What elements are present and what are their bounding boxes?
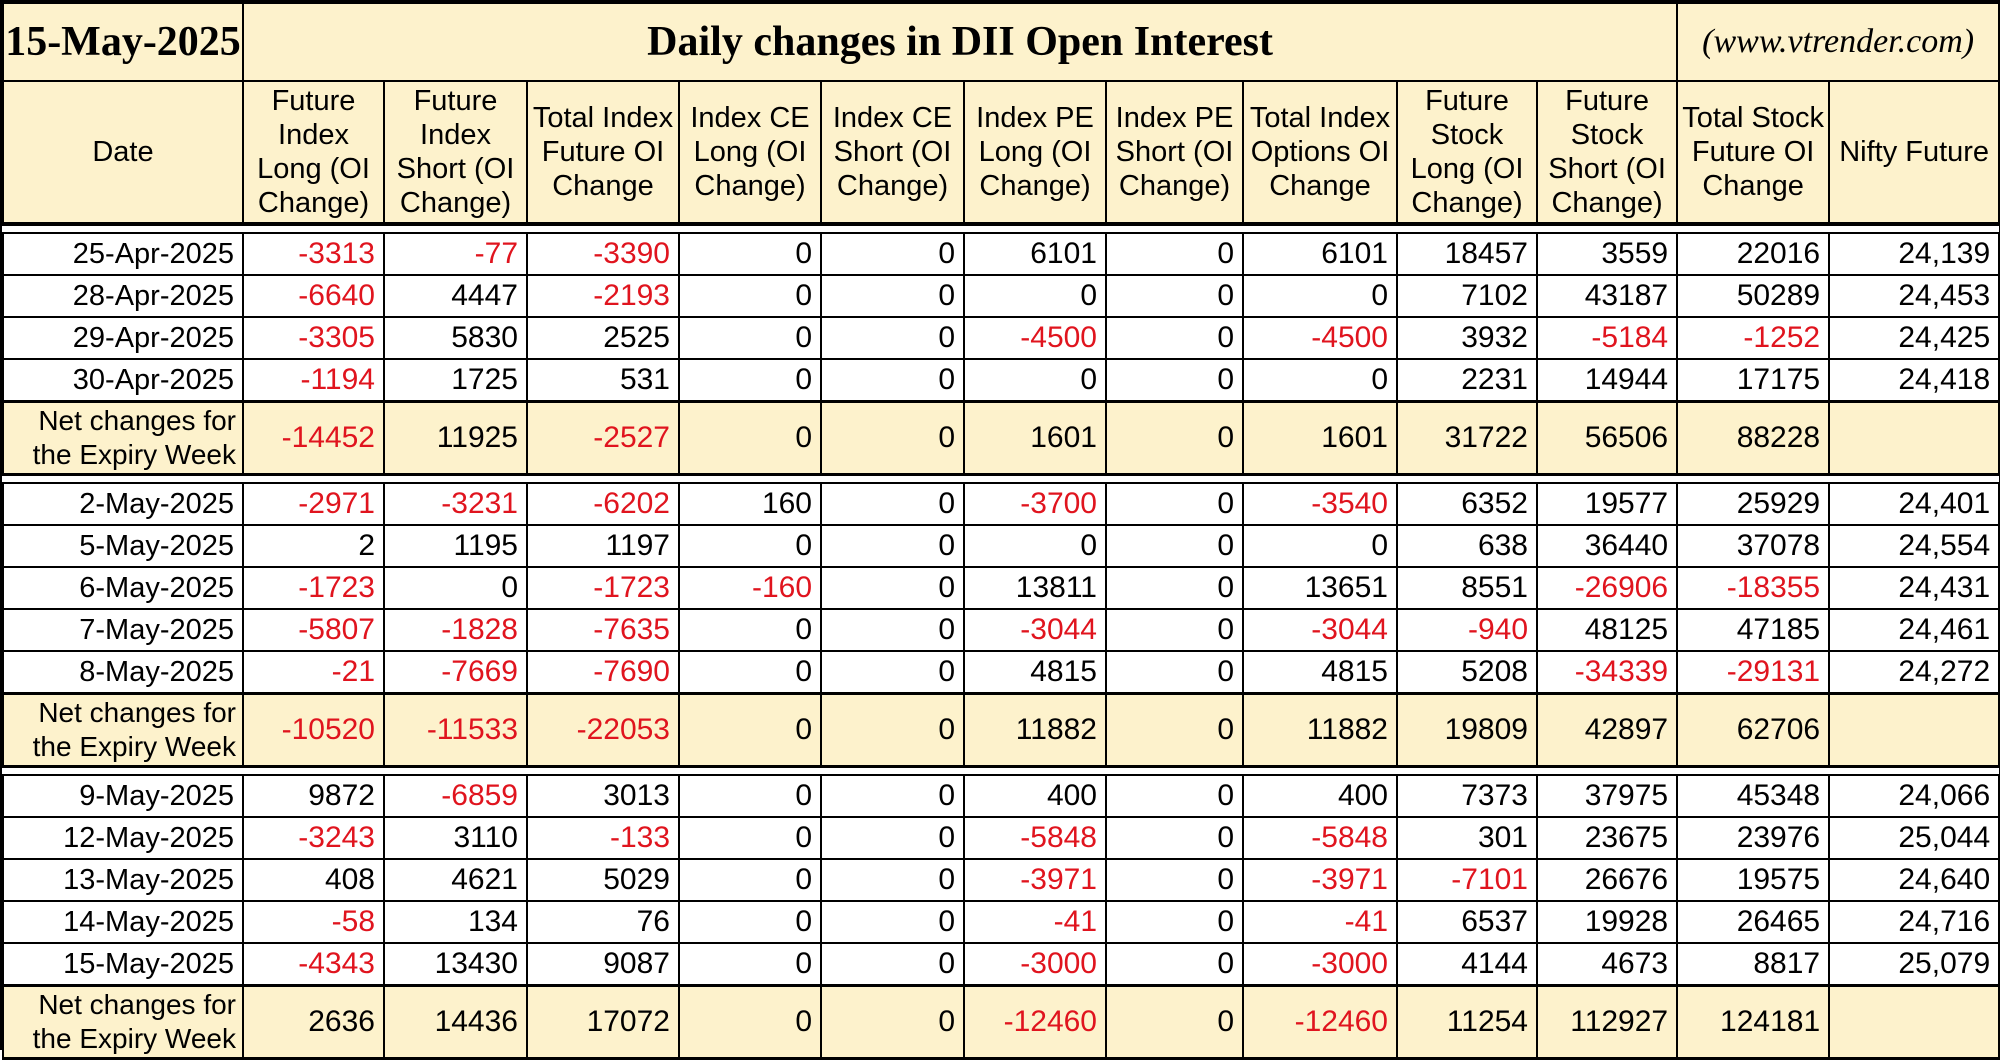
value-cell: 37975 (1537, 775, 1677, 817)
value-cell: 0 (1106, 233, 1243, 275)
value-cell: 19575 (1677, 859, 1829, 901)
date-cell: 15-May-2025 (3, 943, 243, 986)
table-row (3, 317, 1999, 359)
value-cell: 3932 (1397, 317, 1537, 359)
net-value-cell: 0 (679, 402, 821, 475)
value-cell: -21 (243, 651, 384, 694)
table-row (3, 651, 1999, 694)
value-cell: 0 (821, 359, 964, 402)
value-cell: 0 (1106, 943, 1243, 986)
value-cell: 19577 (1537, 483, 1677, 525)
value-cell: 26676 (1537, 859, 1677, 901)
value-cell: 1195 (384, 525, 527, 567)
value-cell: 0 (964, 525, 1106, 567)
table-row (3, 817, 1999, 859)
value-cell: 134 (384, 901, 527, 943)
net-value-cell: 0 (821, 694, 964, 767)
separator-cell (3, 767, 1999, 776)
value-cell: -3231 (384, 483, 527, 525)
column-header: Index PE Long (OI Change) (964, 81, 1106, 224)
net-value-cell: 11254 (1397, 986, 1537, 1059)
value-cell: -133 (527, 817, 679, 859)
date-cell: 6-May-2025 (3, 567, 243, 609)
net-value-cell: -10520 (243, 694, 384, 767)
value-cell: -7635 (527, 609, 679, 651)
value-cell: 6537 (1397, 901, 1537, 943)
value-cell: -58 (243, 901, 384, 943)
value-cell: 3110 (384, 817, 527, 859)
value-cell: -3971 (1243, 859, 1397, 901)
date-cell: 5-May-2025 (3, 525, 243, 567)
column-header: Date (3, 81, 243, 224)
net-value-cell: 11882 (1243, 694, 1397, 767)
net-value-cell: 56506 (1537, 402, 1677, 475)
nifty-cell: 25,079 (1829, 943, 1999, 986)
value-cell: 6352 (1397, 483, 1537, 525)
value-cell: 18457 (1397, 233, 1537, 275)
value-cell: 47185 (1677, 609, 1829, 651)
date-cell: 7-May-2025 (3, 609, 243, 651)
value-cell: 408 (243, 859, 384, 901)
value-cell: -77 (384, 233, 527, 275)
column-header: Future Index Long (OI Change) (243, 81, 384, 224)
value-cell: 23675 (1537, 817, 1677, 859)
net-value-cell: 19809 (1397, 694, 1537, 767)
value-cell: -5807 (243, 609, 384, 651)
column-header: Future Index Short (OI Change) (384, 81, 527, 224)
net-value-cell: 0 (1106, 402, 1243, 475)
value-cell: 0 (679, 775, 821, 817)
value-cell: 0 (821, 609, 964, 651)
value-cell: -2193 (527, 275, 679, 317)
report-date: 15-May-2025 (3, 3, 243, 81)
value-cell: 0 (964, 275, 1106, 317)
table-row (3, 943, 1999, 986)
net-value-cell: 1601 (1243, 402, 1397, 475)
value-cell: -5848 (964, 817, 1106, 859)
value-cell: 301 (1397, 817, 1537, 859)
net-value-cell: 11882 (964, 694, 1106, 767)
value-cell: -3044 (1243, 609, 1397, 651)
net-label-line1: Net changes for (38, 989, 236, 1020)
value-cell: 8551 (1397, 567, 1537, 609)
net-value-cell: 2636 (243, 986, 384, 1059)
value-cell: 0 (1106, 817, 1243, 859)
column-header: Total Stock Future OI Change (1677, 81, 1829, 224)
value-cell: 3013 (527, 775, 679, 817)
value-cell: -6202 (527, 483, 679, 525)
value-cell: 400 (964, 775, 1106, 817)
value-cell: 6101 (1243, 233, 1397, 275)
value-cell: 0 (1106, 609, 1243, 651)
net-label-line2: the Expiry Week (32, 1023, 236, 1054)
value-cell: -5848 (1243, 817, 1397, 859)
nifty-cell: 24,431 (1829, 567, 1999, 609)
value-cell: 400 (1243, 775, 1397, 817)
value-cell: 19928 (1537, 901, 1677, 943)
value-cell: 0 (1106, 317, 1243, 359)
net-value-cell: -11533 (384, 694, 527, 767)
column-header: Total Index Future OI Change (527, 81, 679, 224)
nifty-cell: 24,453 (1829, 275, 1999, 317)
date-cell: 29-Apr-2025 (3, 317, 243, 359)
date-cell: 2-May-2025 (3, 483, 243, 525)
net-value-cell: 124181 (1677, 986, 1829, 1059)
value-cell: -3000 (964, 943, 1106, 986)
value-cell: -940 (1397, 609, 1537, 651)
value-cell: 5830 (384, 317, 527, 359)
net-value-cell: 0 (1106, 694, 1243, 767)
value-cell: 0 (1243, 525, 1397, 567)
net-label-line1: Net changes for (38, 697, 236, 728)
net-value-cell: -14452 (243, 402, 384, 475)
website-credit: (www.vtrender.com) (1677, 3, 1999, 81)
value-cell: -3390 (527, 233, 679, 275)
value-cell: 5208 (1397, 651, 1537, 694)
nifty-cell: 25,044 (1829, 817, 1999, 859)
net-changes-label (3, 986, 243, 1059)
value-cell: 17175 (1677, 359, 1829, 402)
nifty-cell: 24,066 (1829, 775, 1999, 817)
value-cell: -3243 (243, 817, 384, 859)
net-value-cell: 42897 (1537, 694, 1677, 767)
value-cell: 4144 (1397, 943, 1537, 986)
table-row (3, 901, 1999, 943)
value-cell: 0 (964, 359, 1106, 402)
table-row (3, 525, 1999, 567)
value-cell: -7690 (527, 651, 679, 694)
net-value-cell: -12460 (964, 986, 1106, 1059)
value-cell: -7101 (1397, 859, 1537, 901)
date-cell: 30-Apr-2025 (3, 359, 243, 402)
value-cell: 0 (679, 943, 821, 986)
value-cell: 0 (821, 233, 964, 275)
value-cell: -3305 (243, 317, 384, 359)
group-separator (3, 767, 1999, 776)
value-cell: 0 (821, 275, 964, 317)
net-value-cell: 14436 (384, 986, 527, 1059)
value-cell: -5184 (1537, 317, 1677, 359)
group-separator (3, 475, 1999, 484)
value-cell: 0 (679, 317, 821, 359)
table-row (3, 859, 1999, 901)
table-row (3, 775, 1999, 817)
table-row (3, 567, 1999, 609)
value-cell: 0 (1106, 525, 1243, 567)
value-cell: 1725 (384, 359, 527, 402)
value-cell: 0 (1243, 359, 1397, 402)
net-value-cell: 0 (679, 694, 821, 767)
value-cell: 2 (243, 525, 384, 567)
net-value-cell: 0 (821, 986, 964, 1059)
column-header: Index PE Short (OI Change) (1106, 81, 1243, 224)
value-cell: 0 (679, 275, 821, 317)
net-value-cell: -22053 (527, 694, 679, 767)
value-cell: 0 (1243, 275, 1397, 317)
value-cell: -41 (1243, 901, 1397, 943)
value-cell: 0 (679, 817, 821, 859)
date-cell: 25-Apr-2025 (3, 233, 243, 275)
net-label-line2: the Expiry Week (32, 731, 236, 762)
table-row (3, 275, 1999, 317)
value-cell: 0 (679, 233, 821, 275)
value-cell: -3540 (1243, 483, 1397, 525)
nifty-cell: 24,554 (1829, 525, 1999, 567)
nifty-cell: 24,272 (1829, 651, 1999, 694)
value-cell: 531 (527, 359, 679, 402)
value-cell: -34339 (1537, 651, 1677, 694)
value-cell: 5029 (527, 859, 679, 901)
value-cell: -29131 (1677, 651, 1829, 694)
value-cell: -3313 (243, 233, 384, 275)
value-cell: 0 (821, 901, 964, 943)
date-cell: 8-May-2025 (3, 651, 243, 694)
value-cell: -41 (964, 901, 1106, 943)
value-cell: -3700 (964, 483, 1106, 525)
value-cell: 0 (679, 609, 821, 651)
net-value-cell: 11925 (384, 402, 527, 475)
value-cell: 14944 (1537, 359, 1677, 402)
column-header: Nifty Future (1829, 81, 1999, 224)
value-cell: 4621 (384, 859, 527, 901)
net-changes-row (3, 694, 1999, 767)
value-cell: -6640 (243, 275, 384, 317)
value-cell: 0 (1106, 859, 1243, 901)
net-changes-label (3, 402, 243, 475)
net-label-line2: the Expiry Week (32, 439, 236, 470)
nifty-cell: 24,716 (1829, 901, 1999, 943)
value-cell: 2231 (1397, 359, 1537, 402)
value-cell: 26465 (1677, 901, 1829, 943)
net-value-cell: 17072 (527, 986, 679, 1059)
value-cell: -3044 (964, 609, 1106, 651)
value-cell: -6859 (384, 775, 527, 817)
date-cell: 12-May-2025 (3, 817, 243, 859)
value-cell: 0 (821, 859, 964, 901)
net-label-line1: Net changes for (38, 405, 236, 436)
column-header: Total Index Options OI Change (1243, 81, 1397, 224)
value-cell: 0 (679, 525, 821, 567)
value-cell: 0 (1106, 775, 1243, 817)
column-header: Index CE Long (OI Change) (679, 81, 821, 224)
value-cell: 160 (679, 483, 821, 525)
net-changes-label (3, 694, 243, 767)
value-cell: 0 (1106, 651, 1243, 694)
value-cell: -1723 (243, 567, 384, 609)
value-cell: -160 (679, 567, 821, 609)
value-cell: 0 (821, 817, 964, 859)
value-cell: -26906 (1537, 567, 1677, 609)
value-cell: 0 (821, 943, 964, 986)
nifty-cell: 24,461 (1829, 609, 1999, 651)
value-cell: -4343 (243, 943, 384, 986)
separator-cell (3, 224, 1999, 233)
value-cell: 0 (384, 567, 527, 609)
value-cell: 0 (821, 567, 964, 609)
value-cell: 37078 (1677, 525, 1829, 567)
dii-oi-table (2, 2, 2000, 1060)
value-cell: -3000 (1243, 943, 1397, 986)
value-cell: 8817 (1677, 943, 1829, 986)
date-cell: 14-May-2025 (3, 901, 243, 943)
table-row (3, 609, 1999, 651)
net-changes-row (3, 986, 1999, 1059)
value-cell: 3559 (1537, 233, 1677, 275)
value-cell: -1723 (527, 567, 679, 609)
value-cell: 0 (1106, 359, 1243, 402)
value-cell: 45348 (1677, 775, 1829, 817)
value-cell: 638 (1397, 525, 1537, 567)
value-cell: 0 (1106, 483, 1243, 525)
column-headers (3, 81, 1999, 224)
value-cell: 13430 (384, 943, 527, 986)
value-cell: -4500 (1243, 317, 1397, 359)
net-value-cell: 0 (679, 986, 821, 1059)
group-separator (3, 224, 1999, 233)
nifty-cell: 24,139 (1829, 233, 1999, 275)
net-value-cell: 1601 (964, 402, 1106, 475)
date-cell: 9-May-2025 (3, 775, 243, 817)
value-cell: 76 (527, 901, 679, 943)
column-header: Future Stock Short (OI Change) (1537, 81, 1677, 224)
value-cell: 7373 (1397, 775, 1537, 817)
net-value-cell: 0 (821, 402, 964, 475)
value-cell: 48125 (1537, 609, 1677, 651)
value-cell: 25929 (1677, 483, 1829, 525)
value-cell: 2525 (527, 317, 679, 359)
value-cell: 0 (1106, 567, 1243, 609)
net-nifty-cell (1829, 986, 1999, 1059)
value-cell: -1252 (1677, 317, 1829, 359)
value-cell: 0 (821, 483, 964, 525)
value-cell: 0 (679, 651, 821, 694)
value-cell: 1197 (527, 525, 679, 567)
title-bar (3, 3, 1999, 81)
net-value-cell: 31722 (1397, 402, 1537, 475)
table-row (3, 483, 1999, 525)
nifty-cell: 24,425 (1829, 317, 1999, 359)
value-cell: 0 (1106, 901, 1243, 943)
column-header: Index CE Short (OI Change) (821, 81, 964, 224)
value-cell: 9087 (527, 943, 679, 986)
separator-cell (3, 475, 1999, 484)
value-cell: 0 (1106, 275, 1243, 317)
value-cell: 36440 (1537, 525, 1677, 567)
column-header: Future Stock Long (OI Change) (1397, 81, 1537, 224)
value-cell: -18355 (1677, 567, 1829, 609)
value-cell: 50289 (1677, 275, 1829, 317)
table-row (3, 359, 1999, 402)
net-value-cell: 0 (1106, 986, 1243, 1059)
value-cell: 22016 (1677, 233, 1829, 275)
value-cell: 13651 (1243, 567, 1397, 609)
value-cell: -2971 (243, 483, 384, 525)
value-cell: -1828 (384, 609, 527, 651)
net-changes-row (3, 402, 1999, 475)
net-value-cell: -12460 (1243, 986, 1397, 1059)
date-cell: 13-May-2025 (3, 859, 243, 901)
value-cell: 0 (821, 525, 964, 567)
nifty-cell: 24,418 (1829, 359, 1999, 402)
value-cell: -3971 (964, 859, 1106, 901)
value-cell: -7669 (384, 651, 527, 694)
value-cell: 0 (679, 859, 821, 901)
net-nifty-cell (1829, 694, 1999, 767)
nifty-cell: 24,640 (1829, 859, 1999, 901)
value-cell: -1194 (243, 359, 384, 402)
net-value-cell: 88228 (1677, 402, 1829, 475)
value-cell: 43187 (1537, 275, 1677, 317)
value-cell: 9872 (243, 775, 384, 817)
nifty-cell: 24,401 (1829, 483, 1999, 525)
value-cell: 23976 (1677, 817, 1829, 859)
value-cell: 4673 (1537, 943, 1677, 986)
net-value-cell: 62706 (1677, 694, 1829, 767)
table-row (3, 233, 1999, 275)
value-cell: 0 (821, 317, 964, 359)
value-cell: 0 (821, 651, 964, 694)
value-cell: 4447 (384, 275, 527, 317)
value-cell: 4815 (1243, 651, 1397, 694)
value-cell: 0 (679, 901, 821, 943)
date-cell: 28-Apr-2025 (3, 275, 243, 317)
value-cell: 0 (821, 775, 964, 817)
value-cell: 4815 (964, 651, 1106, 694)
net-nifty-cell (1829, 402, 1999, 475)
value-cell: 13811 (964, 567, 1106, 609)
net-value-cell: 112927 (1537, 986, 1677, 1059)
value-cell: 6101 (964, 233, 1106, 275)
value-cell: 0 (679, 359, 821, 402)
value-cell: 7102 (1397, 275, 1537, 317)
net-value-cell: -2527 (527, 402, 679, 475)
report-title: Daily changes in DII Open Interest (243, 3, 1677, 81)
value-cell: -4500 (964, 317, 1106, 359)
